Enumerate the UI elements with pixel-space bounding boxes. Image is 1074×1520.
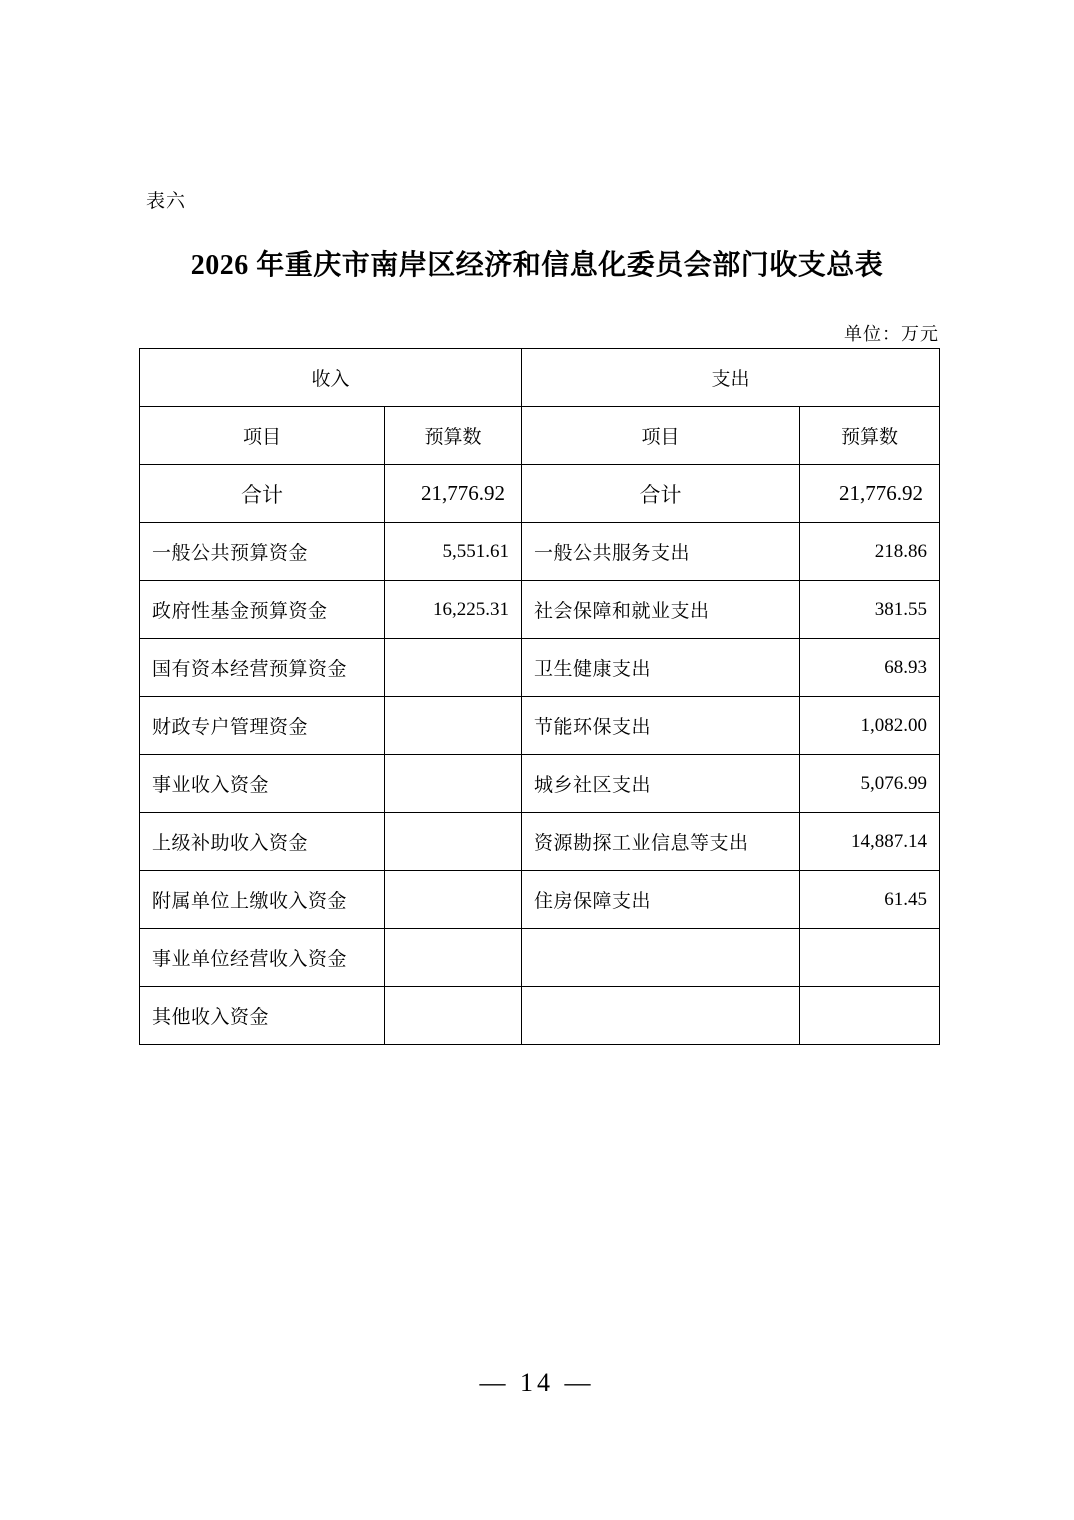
income-value <box>385 755 522 813</box>
column-header-income-item: 项目 <box>140 407 385 465</box>
income-value: 5,551.61 <box>385 523 522 581</box>
expenditure-item: 资源勘探工业信息等支出 <box>522 813 800 871</box>
column-header-expenditure-item: 项目 <box>522 407 800 465</box>
table-row <box>140 523 940 581</box>
income-item: 事业收入资金 <box>140 755 385 813</box>
table-label: 表六 <box>146 191 187 212</box>
income-item: 政府性基金预算资金 <box>140 581 385 639</box>
income-item: 上级补助收入资金 <box>140 813 385 871</box>
expenditure-item <box>522 929 800 987</box>
expenditure-item <box>522 987 800 1045</box>
group-header-expenditure: 支出 <box>522 349 940 407</box>
expenditure-value: 381.55 <box>800 581 940 639</box>
income-item: 附属单位上缴收入资金 <box>140 871 385 929</box>
income-value <box>385 871 522 929</box>
expenditure-item: 节能环保支出 <box>522 697 800 755</box>
income-item: 其他收入资金 <box>140 987 385 1045</box>
table-row <box>140 871 940 929</box>
table-row <box>140 987 940 1045</box>
page-number: — 14 — <box>479 1368 595 1397</box>
page-title: 2026 年重庆市南岸区经济和信息化委员会部门收支总表 <box>190 250 884 281</box>
budget-summary-table <box>139 348 940 1045</box>
unit-note: 单位：万元 <box>844 324 939 344</box>
table-row <box>140 581 940 639</box>
group-header-income: 收入 <box>140 349 522 407</box>
table-row <box>140 697 940 755</box>
expenditure-item: 卫生健康支出 <box>522 639 800 697</box>
income-item: 国有资本经营预算资金 <box>140 639 385 697</box>
expenditure-value: 14,887.14 <box>800 813 940 871</box>
column-header-expenditure-budget: 预算数 <box>800 407 940 465</box>
expenditure-value: 218.86 <box>800 523 940 581</box>
total-income-value: 21,776.92 <box>385 465 522 523</box>
table-row <box>140 929 940 987</box>
expenditure-value: 61.45 <box>800 871 940 929</box>
income-value <box>385 987 522 1045</box>
expenditure-value: 1,082.00 <box>800 697 940 755</box>
income-value <box>385 639 522 697</box>
income-item: 财政专户管理资金 <box>140 697 385 755</box>
table-row <box>140 639 940 697</box>
total-expenditure-label: 合计 <box>522 465 800 523</box>
column-header-income-budget: 预算数 <box>385 407 522 465</box>
income-item: 一般公共预算资金 <box>140 523 385 581</box>
income-value: 16,225.31 <box>385 581 522 639</box>
expenditure-value <box>800 987 940 1045</box>
table-row <box>140 755 940 813</box>
expenditure-value <box>800 929 940 987</box>
total-expenditure-value: 21,776.92 <box>800 465 940 523</box>
expenditure-item: 社会保障和就业支出 <box>522 581 800 639</box>
expenditure-item: 一般公共服务支出 <box>522 523 800 581</box>
table-group-header-row <box>140 349 940 407</box>
income-value <box>385 929 522 987</box>
expenditure-item: 住房保障支出 <box>522 871 800 929</box>
table-total-row <box>140 465 940 523</box>
income-item: 事业单位经营收入资金 <box>140 929 385 987</box>
table-column-header-row <box>140 407 940 465</box>
income-value <box>385 697 522 755</box>
table-row <box>140 813 940 871</box>
expenditure-value: 5,076.99 <box>800 755 940 813</box>
expenditure-item: 城乡社区支出 <box>522 755 800 813</box>
total-income-label: 合计 <box>140 465 385 523</box>
expenditure-value: 68.93 <box>800 639 940 697</box>
income-value <box>385 813 522 871</box>
